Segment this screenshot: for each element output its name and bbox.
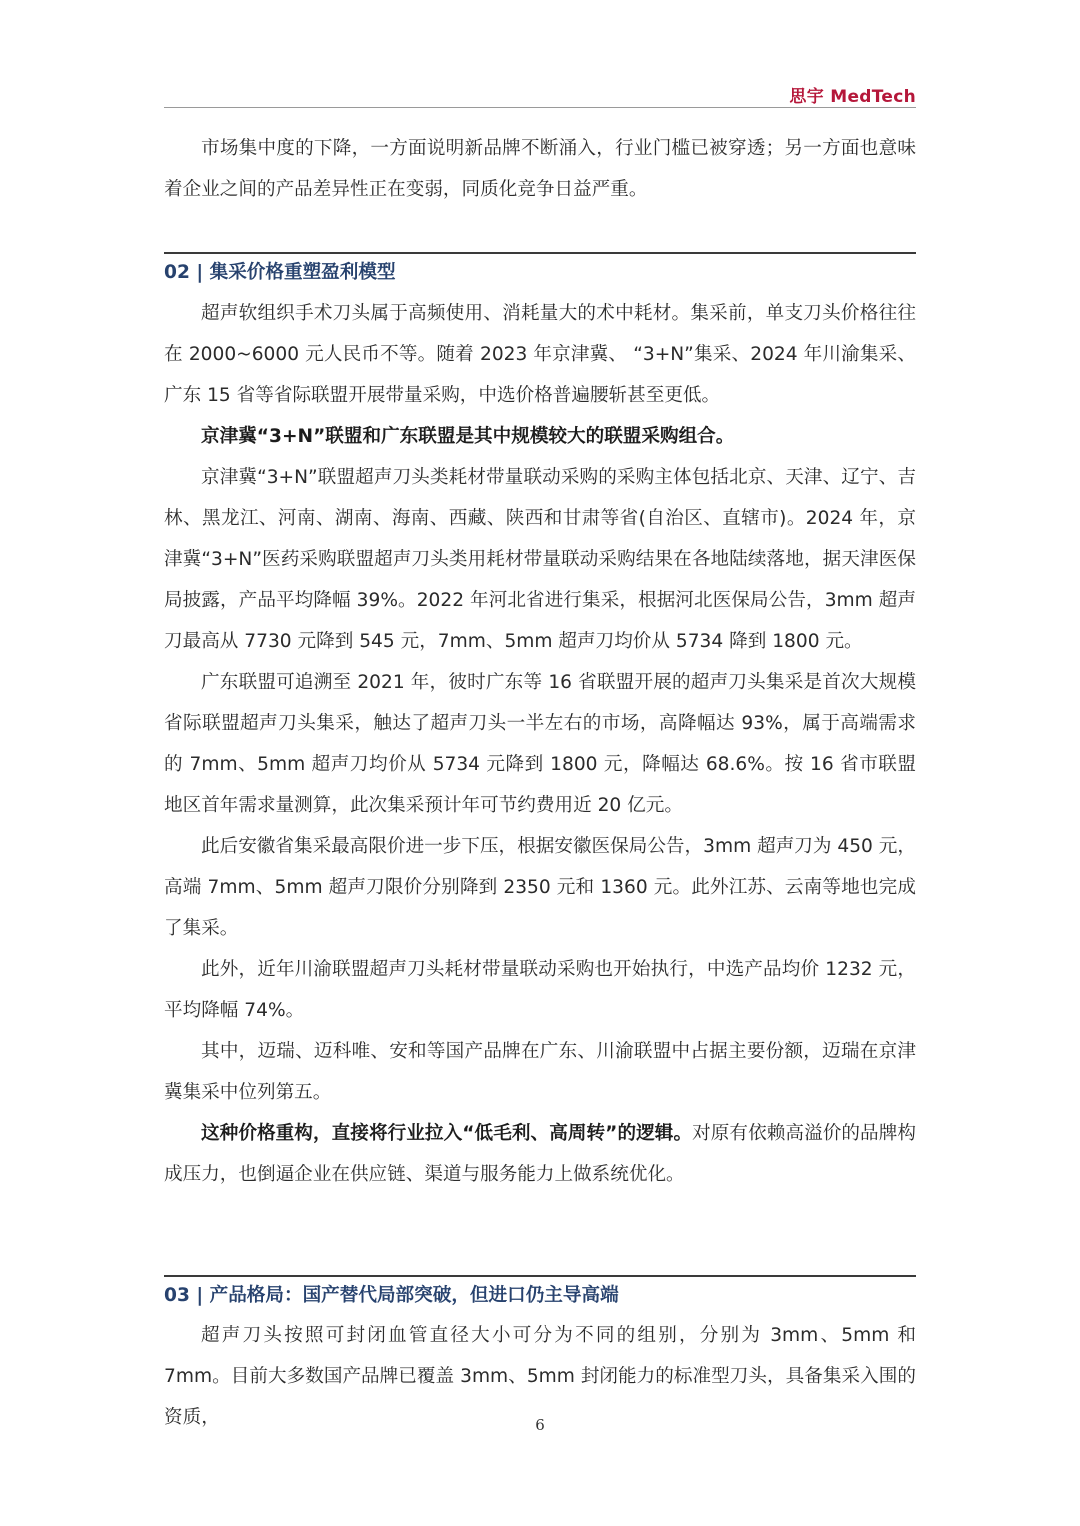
section-02-paragraph-3: 广东联盟可追溯至 2021 年，彼时广东等 16 省联盟开展的超声刀头集采是首次大规模省际联盟超声刀头集采，触达了超声刀头一半左右的市场，高降幅达 93%，属于高端需求的 7mm、5mm 超声刀均价从 5734 元降到 1800 元，降幅达 68.6%。按 16 省市联盟地区首年需求量测算，此次集采预计年可节约费用近 20 亿元。 bbox=[164, 672, 916, 816]
section-03 bbox=[164, 1275, 916, 1438]
page-number: 6 bbox=[535, 1416, 545, 1434]
closing-bold-text: 这种价格重构，直接将行业拉入“低毛利、高周转”的逻辑。 bbox=[201, 1123, 693, 1144]
section-02-paragraph-5: 此外，近年川渝联盟超声刀头耗材带量联动采购也开始执行，中选产品均价 1232 元，平均降幅 74%。 bbox=[164, 959, 916, 1021]
section-03-title: 03 | 产品格局：国产替代局部突破，但进口仍主导高端 bbox=[164, 1285, 619, 1306]
section-02-paragraph-1: 超声软组织手术刀头属于高频使用、消耗量大的术中耗材。集采前，单支刀头价格往往在 2000~6000 元人民币不等。随着 2023 年京津冀、 “3+N”集采、2024 年川渝集采、广东 15 省等省际联盟开展带量采购，中选价格普遍腰斩甚至更低。 bbox=[164, 303, 916, 406]
header-divider bbox=[164, 107, 916, 108]
section-02-paragraph-4: 此后安徽省集采最高限价进一步下压，根据安徽医保局公告，3mm 超声刀为 450 元，高端 7mm、5mm 超声刀限价分别降到 2350 元和 1360 元。此外江苏、云南等地也完成了集采。 bbox=[164, 836, 916, 939]
brand-logo-text: 思宇 MedTech bbox=[789, 87, 916, 107]
intro-block bbox=[164, 128, 916, 210]
section-02 bbox=[164, 252, 916, 1195]
closing-text: 对原有依赖高溢价的品牌构成压力，也倒逼企业在供应链、渠道与服务能力上做系统优化。 bbox=[164, 1123, 916, 1185]
section-02-title: 02 | 集采价格重塑盈利模型 bbox=[164, 262, 396, 283]
section-02-paragraph-2: 京津冀“3+N”联盟超声刀头类耗材带量联动采购的采购主体包括北京、天津、辽宁、吉林、黑龙江、河南、湖南、海南、西藏、陕西和甘肃等省(自治区、直辖市)。2024 年，京津冀“3+N”医药采购联盟超声刀头类用耗材带量联动采购结果在各地陆续落地，据天津医保局披露，产品平均降幅 39%。2022 年河北省进行集采，根据河北医保局公告，3mm 超声刀最高从 7730 元降到 545 元，7mm、5mm 超声刀均价从 5734 降到 1800 元。 bbox=[164, 467, 916, 652]
section-02-closing bbox=[164, 1113, 916, 1195]
section-02-highlight bbox=[164, 416, 916, 457]
section-03-paragraph: 超声刀头按照可封闭血管直径大小可分为不同的组别，分别为 3mm、5mm 和 7mm。目前大多数国产品牌已覆盖 3mm、5mm 封闭能力的标准型刀头，具备集采入围的资质， bbox=[164, 1325, 916, 1428]
section-02-paragraph-6: 其中，迈瑞、迈科唯、安和等国产品牌在广东、川渝联盟中占据主要份额，迈瑞在京津冀集采中位列第五。 bbox=[164, 1041, 916, 1103]
highlight-text: 京津冀“3+N”联盟和广东联盟是其中规模较大的联盟采购组合。 bbox=[201, 426, 735, 447]
intro-paragraph: 市场集中度的下降，一方面说明新品牌不断涌入，行业门槛已被穿透；另一方面也意味着企业之间的产品差异性正在变弱，同质化竞争日益严重。 bbox=[164, 138, 916, 200]
